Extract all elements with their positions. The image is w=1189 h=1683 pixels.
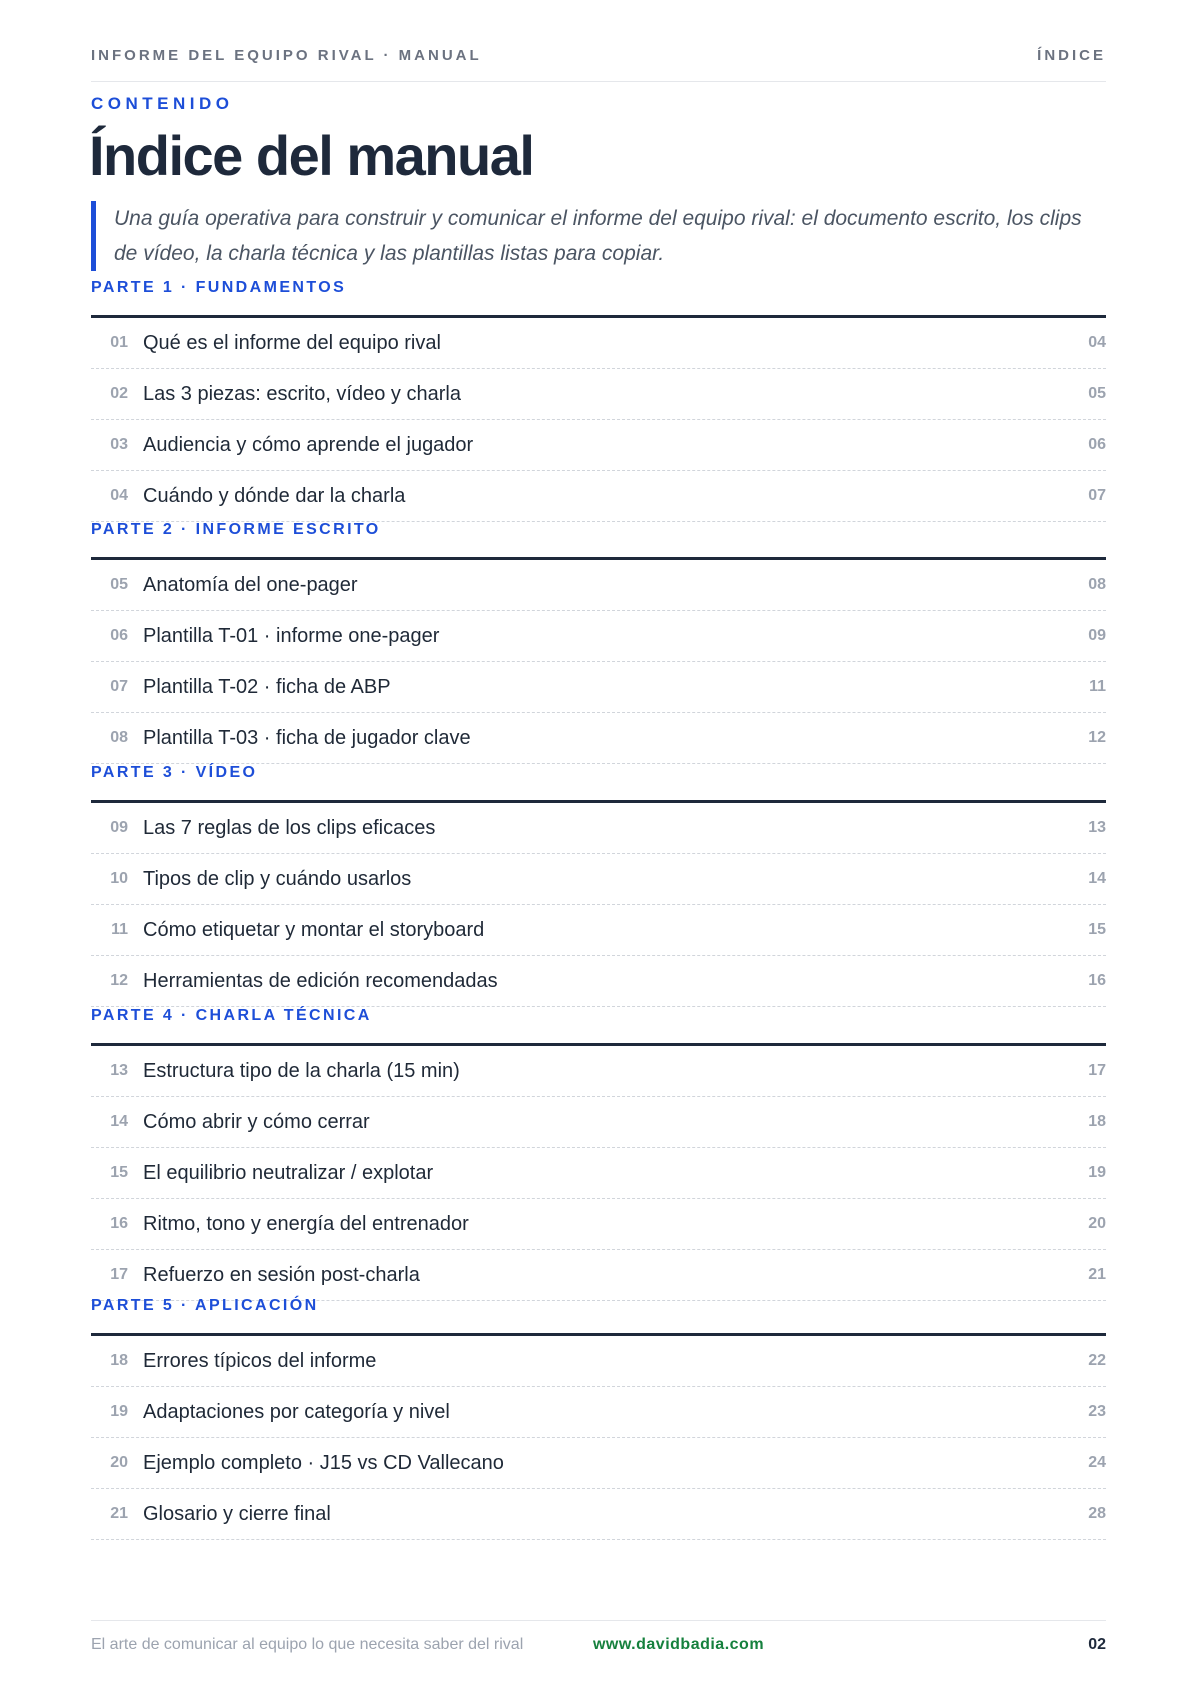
toc-entry-title: Glosario y cierre final — [143, 1502, 331, 1525]
toc-entry-title: Plantilla T-01 · informe one-pager — [143, 624, 440, 647]
toc-entry[interactable] — [91, 1438, 1106, 1489]
toc-entry[interactable] — [91, 956, 1106, 1007]
toc-entry-number: 10 — [110, 870, 128, 887]
toc-entry[interactable] — [91, 803, 1106, 854]
toc-entry-number: 18 — [110, 1352, 128, 1369]
toc-entry-number: 05 — [110, 576, 128, 593]
toc-entry-page: 05 — [1088, 385, 1106, 402]
page — [91, 0, 1106, 1683]
toc-entry-title: Las 3 piezas: escrito, vídeo y charla — [143, 382, 461, 405]
toc-entry[interactable] — [91, 1489, 1106, 1540]
toc-entry-number: 08 — [110, 729, 128, 746]
toc-entry-title: Estructura tipo de la charla (15 min) — [143, 1059, 460, 1082]
toc-entry-title: Plantilla T-02 · ficha de ABP — [143, 675, 391, 698]
section-kicker: CONTENIDO — [91, 94, 234, 113]
toc-entry-title: Ejemplo completo · J15 vs CD Vallecano — [143, 1451, 504, 1474]
toc-entry-title: Las 7 reglas de los clips eficaces — [143, 816, 436, 839]
toc-entry-title: Anatomía del one-pager — [143, 573, 358, 596]
toc-entry-number: 03 — [110, 436, 128, 453]
toc-entry[interactable] — [91, 611, 1106, 662]
toc-entry-page: 07 — [1088, 487, 1106, 504]
toc-section-heading: PARTE 4 · CHARLA TÉCNICA — [91, 1005, 1106, 1046]
toc-entry-title: Adaptaciones por categoría y nivel — [143, 1400, 450, 1423]
toc-entry-page: 18 — [1088, 1113, 1106, 1130]
toc-entry[interactable] — [91, 854, 1106, 905]
toc-entry[interactable] — [91, 1148, 1106, 1199]
toc-section — [91, 519, 1106, 764]
running-header-section: ÍNDICE — [1037, 47, 1106, 64]
toc-entry[interactable] — [91, 1336, 1106, 1387]
running-header — [91, 47, 1106, 82]
toc-entry-page: 16 — [1088, 972, 1106, 989]
toc-entry[interactable] — [91, 1097, 1106, 1148]
toc-entry[interactable] — [91, 713, 1106, 764]
toc-entry-title: Herramientas de edición recomendadas — [143, 969, 498, 992]
toc-section — [91, 277, 1106, 522]
toc-entry-page: 23 — [1088, 1403, 1106, 1420]
toc-entry-number: 09 — [110, 819, 128, 836]
toc-entry-title: Qué es el informe del equipo rival — [143, 331, 441, 354]
toc-entry-page: 20 — [1088, 1215, 1106, 1232]
toc-entry-page: 06 — [1088, 436, 1106, 453]
toc-entry[interactable] — [91, 420, 1106, 471]
toc-entry-number: 04 — [110, 487, 128, 504]
toc-entry[interactable] — [91, 560, 1106, 611]
toc-entry[interactable] — [91, 318, 1106, 369]
toc-section-heading: PARTE 1 · FUNDAMENTOS — [91, 277, 1106, 318]
footer-page-number: 02 — [1088, 1636, 1106, 1653]
running-header-title: INFORME DEL EQUIPO RIVAL · MANUAL — [91, 47, 482, 64]
toc-entry-number: 07 — [110, 678, 128, 695]
toc-section — [91, 762, 1106, 1007]
toc-entry-number: 17 — [110, 1266, 128, 1283]
toc-entry-title: Cómo etiquetar y montar el storyboard — [143, 918, 485, 941]
toc-section-heading: PARTE 5 · APLICACIÓN — [91, 1295, 1106, 1336]
toc-entry-number: 13 — [110, 1062, 128, 1079]
toc-entry-title: Cómo abrir y cómo cerrar — [143, 1110, 370, 1133]
toc-entry-number: 11 — [111, 921, 128, 938]
toc-entry-page: 17 — [1088, 1062, 1106, 1079]
intro-quote: Una guía operativa para construir y comunicar el informe del equipo rival: el documento escrito, los clips de vídeo, la charla técnica y las plantillas listas para copiar. — [91, 201, 1106, 271]
toc-entry-title: Cuándo y dónde dar la charla — [143, 484, 406, 507]
toc-entry-number: 19 — [110, 1403, 128, 1420]
toc-entry-title: Errores típicos del informe — [143, 1349, 377, 1372]
toc-entry-page: 24 — [1088, 1454, 1106, 1471]
toc-entry-page: 12 — [1088, 729, 1106, 746]
toc-entry-page: 28 — [1088, 1505, 1106, 1522]
toc-entry[interactable] — [91, 1250, 1106, 1301]
toc-entry-number: 15 — [110, 1164, 128, 1181]
toc-entry-title: Tipos de clip y cuándo usarlos — [143, 867, 412, 890]
toc-entry-page: 19 — [1088, 1164, 1106, 1181]
toc-entry-page: 21 — [1088, 1266, 1106, 1283]
toc-entry[interactable] — [91, 471, 1106, 522]
toc-entry-number: 06 — [110, 627, 128, 644]
toc-entry-number: 21 — [110, 1505, 128, 1522]
toc-entry-number: 12 — [110, 972, 128, 989]
footer-website-link[interactable]: www.davidbadia.com — [592, 1636, 765, 1653]
page-title: Índice del manual — [89, 124, 534, 187]
toc-entry-number: 01 — [110, 334, 128, 351]
toc-entry-title: Audiencia y cómo aprende el jugador — [143, 433, 474, 456]
toc-entry-number: 16 — [110, 1215, 128, 1232]
toc-section-heading: PARTE 3 · VÍDEO — [91, 762, 1106, 803]
page-footer — [91, 1620, 1106, 1669]
toc-entry-page: 11 — [1089, 678, 1106, 695]
toc-entry-title: Refuerzo en sesión post-charla — [143, 1263, 420, 1286]
toc-entry-page: 13 — [1088, 819, 1106, 836]
toc-entry-title: El equilibrio neutralizar / explotar — [143, 1161, 434, 1184]
toc-entry[interactable] — [91, 1046, 1106, 1097]
toc-entry-number: 02 — [110, 385, 128, 402]
toc-entry-page: 14 — [1088, 870, 1106, 887]
toc-entry[interactable] — [91, 1387, 1106, 1438]
toc-entry[interactable] — [91, 905, 1106, 956]
toc-entry-page: 09 — [1088, 627, 1106, 644]
toc-entry-page: 15 — [1088, 921, 1106, 938]
toc-entry-number: 14 — [110, 1113, 128, 1130]
toc-entry-title: Plantilla T-03 · ficha de jugador clave — [143, 726, 471, 749]
toc-entry-page: 22 — [1088, 1352, 1106, 1369]
toc-section — [91, 1005, 1106, 1301]
toc-entry-page: 04 — [1088, 334, 1106, 351]
toc-entry[interactable] — [91, 369, 1106, 420]
toc-entry-title: Ritmo, tono y energía del entrenador — [143, 1212, 469, 1235]
toc-section-heading: PARTE 2 · INFORME ESCRITO — [91, 519, 1106, 560]
toc-entry-page: 08 — [1088, 576, 1106, 593]
toc-entry-number: 20 — [110, 1454, 128, 1471]
toc-entry[interactable] — [91, 1199, 1106, 1250]
toc-entry[interactable] — [91, 662, 1106, 713]
toc-section — [91, 1295, 1106, 1540]
footer-tagline: El arte de comunicar al equipo lo que necesita saber del rival — [91, 1636, 524, 1653]
